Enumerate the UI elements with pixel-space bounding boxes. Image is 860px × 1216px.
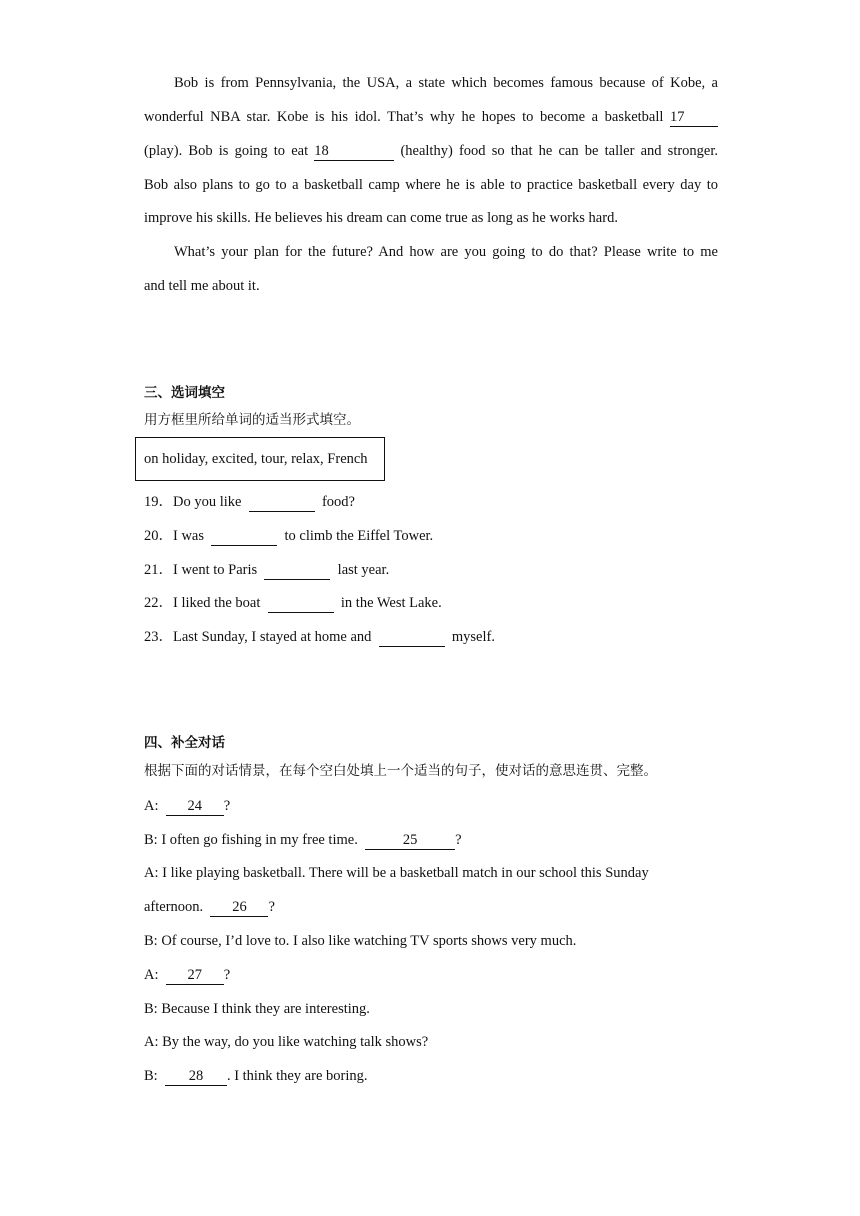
punctuation: ? xyxy=(268,899,275,915)
dialogue-line-9 xyxy=(144,1066,368,1086)
question-number: 19． xyxy=(144,494,173,510)
section4-instruction: 根据下面的对话情景，在每个空白处填上一个适当的句子，使对话的意思连贯、完整。 xyxy=(144,763,657,779)
question-text-post: food? xyxy=(321,494,355,510)
passage-line-3-end: (healthy) food so that he can be taller and stronger. xyxy=(400,143,719,159)
dialogue-line-8: A: By the way, do you like watching talk shows? xyxy=(144,1034,429,1050)
answer-blank-19[interactable] xyxy=(249,494,315,512)
word-box xyxy=(135,437,385,481)
blank-28[interactable]: 28 xyxy=(165,1068,227,1086)
dialogue-line-6 xyxy=(144,965,230,985)
section3-instruction: 用方框里所给单词的适当形式填空。 xyxy=(144,412,360,428)
passage-line-4: Bob also plans to go to a basketball camp where he is able to practice basketball every day to xyxy=(144,177,718,193)
punctuation: ? xyxy=(455,832,462,848)
question-text-post: to climb the Eiffel Tower. xyxy=(284,528,434,544)
question-text: I liked the boat xyxy=(173,595,261,611)
question-text-post: last year. xyxy=(337,562,390,578)
passage-line-6: What’s your plan for the future? And how are you going to do that? Please write to me xyxy=(174,244,718,260)
passage-line-3-text: (play). Bob is going to eat xyxy=(144,143,309,159)
question-23 xyxy=(144,627,495,647)
dialogue-line-4 xyxy=(144,897,275,917)
blank-27[interactable]: 27 xyxy=(166,967,224,985)
word-box-text: on holiday, excited, tour, relax, French xyxy=(144,451,368,467)
dialogue-line-7: B: Because I think they are interesting. xyxy=(144,1001,370,1017)
answer-blank-23[interactable] xyxy=(379,629,445,647)
question-number: 22． xyxy=(144,595,173,611)
answer-blank-20[interactable] xyxy=(211,528,277,546)
passage-line-7: and tell me about it. xyxy=(144,278,260,294)
dialogue-line-1 xyxy=(144,796,230,816)
dialogue-line-3: A: I like playing basketball. There will be a basketball match in our school this Sunday xyxy=(144,865,649,881)
question-21 xyxy=(144,560,389,580)
passage-line-2 xyxy=(144,107,718,127)
section3-title: 三、选词填空 xyxy=(144,385,225,401)
blank-26[interactable]: 26 xyxy=(210,899,268,917)
question-text-post: in the West Lake. xyxy=(340,595,442,611)
question-text: Do you like xyxy=(173,494,242,510)
speaker-b: B: xyxy=(144,1068,158,1084)
dialogue-text: . I think they are boring. xyxy=(226,1068,368,1084)
question-number: 20． xyxy=(144,528,173,544)
punctuation: ? xyxy=(223,967,231,983)
dialogue-line-2 xyxy=(144,830,462,850)
question-number: 21． xyxy=(144,562,173,578)
answer-blank-21[interactable] xyxy=(264,562,330,580)
dialogue-line-5: B: Of course, I’d love to. I also like watching TV sports shows very much. xyxy=(144,933,577,949)
speaker-a: A: xyxy=(144,967,159,983)
question-text: I was xyxy=(173,528,205,544)
blank-24[interactable]: 24 xyxy=(166,798,224,816)
punctuation: ? xyxy=(223,798,231,814)
passage-line-2-text: wonderful NBA star. Kobe is his idol. That’s why he hopes to become a basketball xyxy=(144,109,664,125)
passage-line-3 xyxy=(144,141,718,161)
passage-line-5: improve his skills. He believes his dream can come true as long as he works hard. xyxy=(144,210,618,226)
question-text: I went to Paris xyxy=(173,562,258,578)
question-number: 23． xyxy=(144,629,173,645)
passage-line-1: Bob is from Pennsylvania, the USA, a state which becomes famous because of Kobe, a xyxy=(174,75,718,91)
question-text: Last Sunday, I stayed at home and xyxy=(173,629,372,645)
answer-blank-22[interactable] xyxy=(268,595,334,613)
dialogue-text: afternoon. xyxy=(144,899,204,915)
blank-18[interactable]: 18 xyxy=(314,143,394,161)
question-22 xyxy=(144,593,442,613)
blank-17[interactable]: 17 xyxy=(670,109,718,127)
blank-25[interactable]: 25 xyxy=(365,832,455,850)
question-19 xyxy=(144,492,355,512)
question-20 xyxy=(144,526,433,546)
section4-title: 四、补全对话 xyxy=(144,735,225,751)
speaker-a: A: xyxy=(144,798,159,814)
question-text-post: myself. xyxy=(451,629,495,645)
dialogue-text: B: I often go fishing in my free time. xyxy=(144,832,358,848)
